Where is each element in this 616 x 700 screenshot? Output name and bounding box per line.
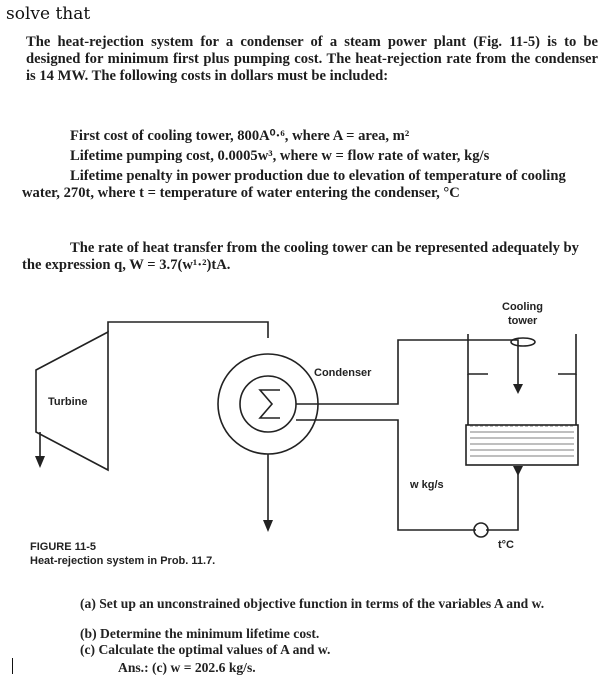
question-c: (c) Calculate the optimal values of A and w. (80, 642, 331, 657)
heat-rate-expression: The rate of heat transfer from the cooling tower can be represented adequately by the expression q, W = 3.7(w¹·²)tA. (22, 240, 579, 274)
fan-icon (511, 338, 535, 346)
answer-text: Ans.: (c) w = 202.6 kg/s. (118, 660, 256, 675)
condenser-label: Condenser (314, 367, 372, 379)
chat-prompt-text: solve that (6, 4, 91, 24)
pump-icon (474, 523, 488, 537)
problem-intro: The heat-rejection system for a condenser of a steam power plant (Fig. 11-5) is to be designed for minimum first plus pumping cost. The heat-rejection rate from the condenser is 14 MW. The following costs in dollars must be included: (26, 34, 598, 85)
cost-penalty: Lifetime penalty in power production due to elevation of temperature of cooling water, 270t, where t = temperature of water entering the condenser, °C (22, 168, 566, 202)
condenser-tube-circle (240, 376, 296, 432)
cooling-tower-basin (466, 425, 578, 465)
flow-rate-label: w kg/s (410, 479, 444, 491)
cost-first-cost: First cost of cooling tower, 800A⁰·⁶, where A = area, m² (70, 128, 410, 144)
cooling-tower-label-1: Cooling (502, 301, 543, 313)
question-a: (a) Set up an unconstrained objective function in terms of the variables A and w. (80, 596, 545, 611)
question-b: (b) Determine the minimum lifetime cost. (80, 626, 320, 641)
heat-rejection-diagram (18, 290, 608, 560)
steam-pipe (108, 322, 268, 338)
text-cursor (12, 658, 13, 674)
cold-water-pipe (296, 420, 476, 530)
cost-pumping: Lifetime pumping cost, 0.0005w³, where w = flow rate of water, kg/s (70, 148, 490, 164)
cooling-tower-label-2: tower (508, 315, 538, 327)
scanned-problem-image (18, 28, 608, 690)
temperature-label: t°C (498, 539, 515, 551)
figure-caption-text: Heat-rejection system in Prob. 11.7. (30, 555, 216, 567)
condenser-sigma-icon (260, 390, 280, 418)
turbine-label: Turbine (48, 396, 88, 408)
figure-caption (30, 540, 215, 568)
figure-caption-title: FIGURE 11-5 (30, 541, 97, 553)
